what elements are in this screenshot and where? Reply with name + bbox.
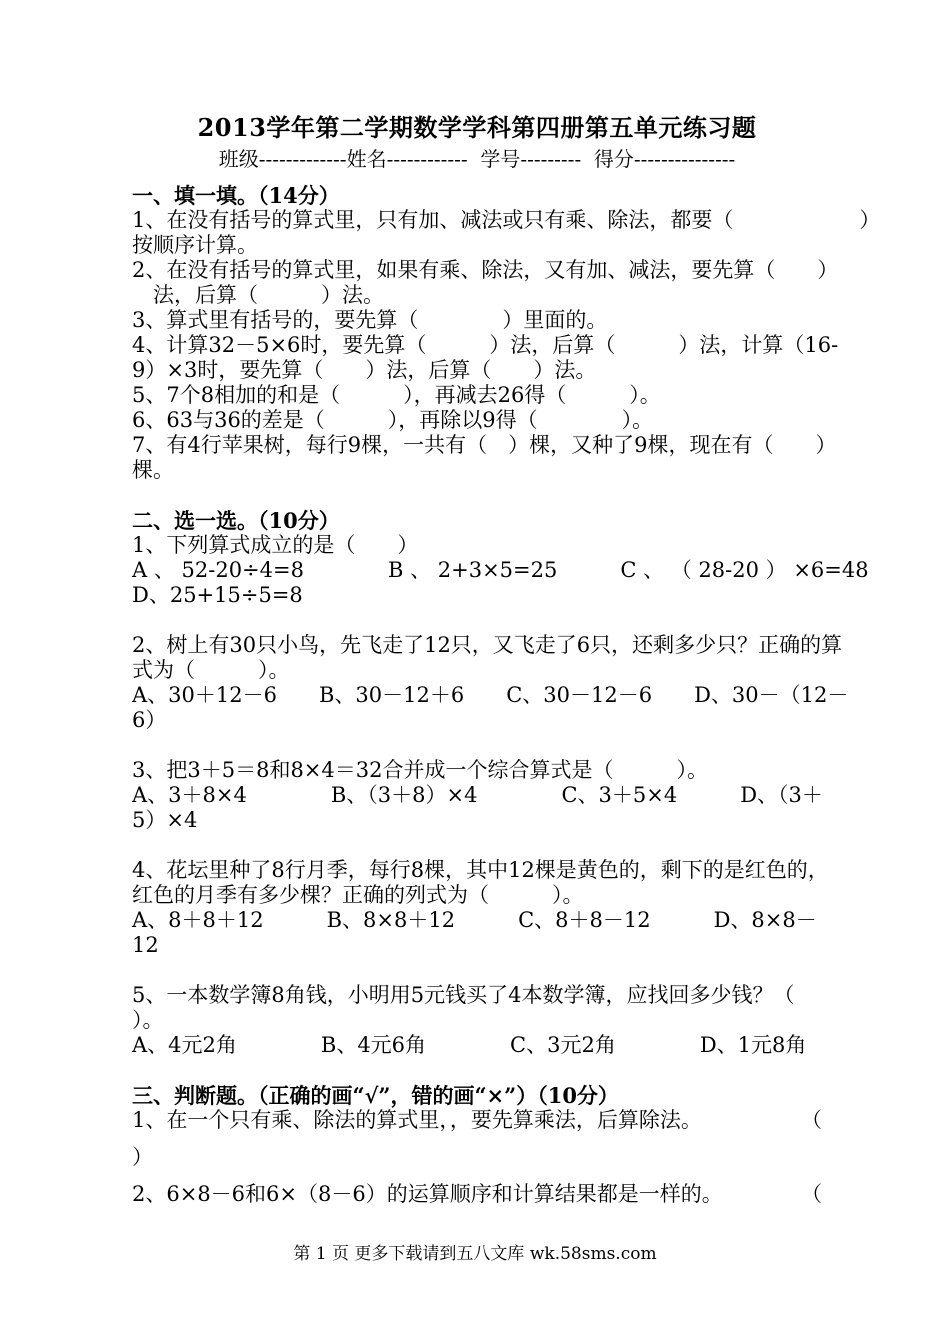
worksheet-line: 12: [132, 933, 159, 957]
worksheet-line: 式为（ ）。: [132, 658, 290, 682]
worksheet-page: [132, 112, 881, 1207]
worksheet-line: 1、下列算式成立的是（ ）: [132, 533, 419, 557]
worksheet-line: A、4元2角 B、4元6角 C、3元2角 D、1元8角: [132, 1033, 807, 1057]
section-heading: 一、填一填。（14分）: [132, 183, 340, 208]
section-heading: 三、判断题。（正确的画“√”，错的画“×”）（10分）: [132, 1083, 619, 1108]
worksheet-line: 棵。: [132, 458, 174, 482]
worksheet-line: 5、7个8相加的和是（ ），再减去26得（ ）。: [132, 383, 661, 407]
worksheet-line: A、3＋8×4 B、（3＋8）×4 C、3＋5×4 D、（3＋: [132, 783, 823, 807]
worksheet-line: [132, 1182, 822, 1207]
spacer: [132, 483, 822, 508]
worksheet-line: 7、有4行苹果树，每行9棵，一共有（ ）棵，又种了9棵，现在有（ ）: [132, 433, 837, 457]
worksheet-line: 5）×4: [132, 808, 198, 832]
line-text: 1、在一个只有乘、除法的算式里，，要先算乘法，后算除法。: [132, 1108, 702, 1132]
section-heading: 二、选一选。（10分）: [132, 508, 340, 533]
spacer: [132, 958, 822, 983]
line-text: 2、6×8－6和6×（8－6）的运算顺序和计算结果都是一样的。: [132, 1182, 723, 1206]
student-info-line: 班级-------------姓名------------ 学号--------- 得分---------------: [218, 147, 736, 171]
worksheet-line: [132, 1108, 822, 1133]
worksheet-line: 6）: [132, 708, 167, 732]
worksheet-line: A、30＋12－6 B、30－12＋6 C、30－12－6 D、30－（12－: [132, 683, 849, 707]
worksheet-line: ）: [132, 1145, 153, 1169]
worksheet-line: A、8＋8＋12 B、8×8＋12 C、8＋8－12 D、8×8－: [132, 908, 817, 932]
spacer: [132, 1133, 822, 1145]
worksheet-line: 法，后算（ ）法。: [132, 283, 384, 307]
worksheet-line: 1、在没有括号的算式里，只有加、减法或只有乘、除法，都要（ ）: [132, 208, 881, 232]
worksheet-line: 2、在没有括号的算式里，如果有乘、除法，又有加、减法，要先算（ ）: [132, 258, 839, 282]
spacer: [132, 833, 822, 858]
worksheet-line: 按顺序计算。: [132, 233, 258, 257]
worksheet-lines: [132, 183, 881, 1207]
worksheet-line: 3、算式里有括号的，要先算（ ）里面的。: [132, 308, 608, 332]
worksheet-line: 4、计算32－5×6时，要先算（ ）法，后算（ ）法，计算（16-: [132, 333, 839, 357]
worksheet-line: 9）×3时，要先算（ ）法，后算（ ）法。: [132, 358, 597, 382]
document-title: 2013学年第二学期数学学科第四册第五单元练习题: [197, 113, 757, 142]
spacer: [132, 608, 822, 633]
page-footer: 第 1 页 更多下载请到五八文库 wk.58sms.com: [293, 1244, 657, 1264]
worksheet-line: 4、花坛里种了8行月季，每行8棵，其中12棵是黄色的，剩下的是红色的，: [132, 858, 829, 882]
worksheet-line: A 、 52-20÷4=8 B 、 2+3×5=25 C 、 （ 28-20 ） ×6=48: [132, 558, 869, 582]
spacer: [132, 1058, 822, 1083]
worksheet-line: 5、一本数学簿8角钱，小明用5元钱买了4本数学簿，应找回多少钱？（: [132, 983, 795, 1007]
spacer: [132, 1170, 822, 1182]
answer-paren: （: [801, 1108, 822, 1132]
worksheet-line: D、25+15÷5=8: [132, 583, 303, 607]
worksheet-line: 3、把3＋5＝8和8×4＝32合并成一个综合算式是（ ）。: [132, 758, 708, 782]
worksheet-line: ）。: [132, 1008, 164, 1032]
worksheet-line: 红色的月季有多少棵？正确的列式为（ ）。: [132, 883, 584, 907]
answer-paren: （: [801, 1182, 822, 1206]
spacer: [132, 733, 822, 758]
worksheet-line: 2、树上有30只小鸟，先飞走了12只，又飞走了6只，还剩多少只？正确的算: [132, 633, 843, 657]
worksheet-line: 6、63与36的差是（ ），再除以9得（ ）。: [132, 408, 654, 432]
